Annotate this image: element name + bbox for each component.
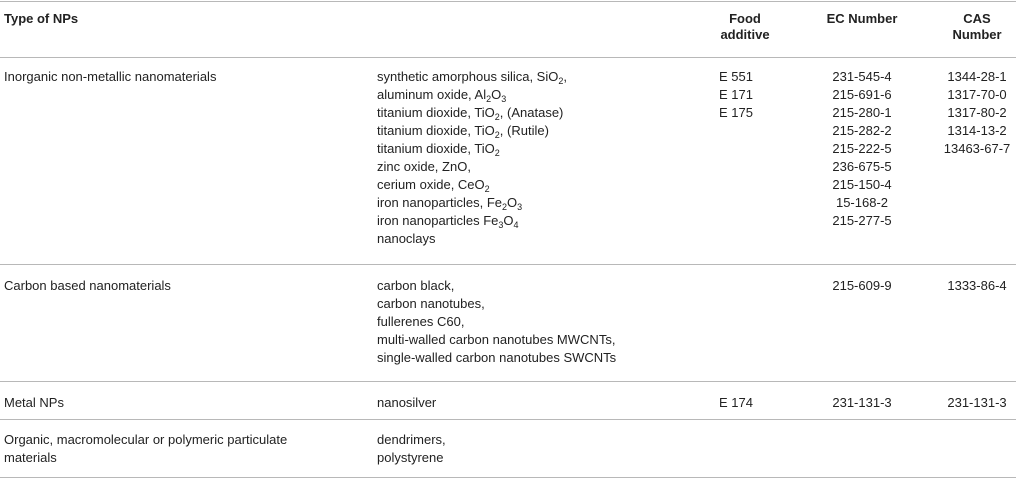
cas-number-entry: 1333-86-4 bbox=[947, 278, 1007, 293]
ec-number-entry: 215-609-9 bbox=[832, 278, 892, 293]
header-ec-number: EC Number bbox=[826, 11, 898, 26]
cas-number-entry: 231-131-3 bbox=[947, 395, 1007, 410]
row-ec-number-list bbox=[812, 68, 912, 230]
item-entry: zinc oxide, ZnO, bbox=[377, 159, 471, 174]
row-type-label: Organic, macromolecular or polymeric particulate materials bbox=[4, 432, 288, 465]
row-cas-number-list bbox=[938, 394, 1016, 412]
row-cas-number-list bbox=[938, 277, 1016, 295]
row-items-list bbox=[377, 68, 567, 248]
item-entry: carbon nanotubes, bbox=[377, 296, 485, 311]
row-food-additive-list bbox=[719, 68, 753, 122]
item-entry: dendrimers, bbox=[377, 432, 446, 447]
ec-number-entry: 236-675-5 bbox=[832, 159, 892, 174]
row-type-label: Inorganic non-metallic nanomaterials bbox=[4, 69, 217, 84]
row-rule bbox=[0, 264, 1016, 265]
item-entry: titanium dioxide, TiO$_2$, (Anatase) bbox=[377, 105, 564, 122]
ec-number-entry: 215-280-1 bbox=[832, 105, 892, 120]
header-type-of-nps: Type of NPs bbox=[4, 11, 79, 26]
row-food-additive-list bbox=[719, 394, 753, 412]
row-type-label: Metal NPs bbox=[4, 395, 64, 410]
ec-number-entry: 215-150-4 bbox=[832, 177, 892, 192]
ec-number-entry: 231-545-4 bbox=[832, 69, 892, 84]
row-items-list bbox=[377, 394, 436, 412]
food-additive-entry: E 171 bbox=[719, 87, 753, 102]
table-bottom-rule bbox=[0, 477, 1016, 478]
ec-number-entry: 215-277-5 bbox=[832, 213, 892, 228]
header-rule bbox=[0, 57, 1016, 58]
row-items-list bbox=[377, 431, 446, 467]
item-entry: aluminum oxide, $Al_2O_3$ bbox=[377, 87, 507, 104]
ec-number-entry: 215-222-5 bbox=[832, 141, 892, 156]
row-rule bbox=[0, 419, 1016, 420]
ec-number-entry: 15-168-2 bbox=[835, 195, 889, 210]
item-entry: cerium oxide, CeO$_2$ bbox=[377, 177, 490, 194]
food-additive-entry: E 551 bbox=[719, 69, 753, 84]
cas-number-entry: 1317-70-0 bbox=[947, 87, 1007, 102]
row-items-list bbox=[377, 277, 616, 367]
row-ec-number-list bbox=[812, 394, 912, 412]
item-entry: synthetic amorphous silica, SiO$_2$, bbox=[377, 69, 567, 86]
item-entry: fullerenes C60, bbox=[377, 314, 465, 329]
cas-number-entry: 1317-80-2 bbox=[947, 105, 1007, 120]
header-food-additive: Food additive bbox=[720, 11, 770, 42]
item-entry: iron nanoparticles, $Fe_2O_3$ bbox=[377, 195, 523, 212]
ec-number-entry: 215-691-6 bbox=[832, 87, 892, 102]
ec-number-entry: 231-131-3 bbox=[832, 395, 892, 410]
item-entry: titanium dioxide, TiO$_2$, (Rutile) bbox=[377, 123, 549, 140]
food-additive-entry: E 174 bbox=[719, 395, 753, 410]
header-cas-number: CAS Number bbox=[952, 11, 1002, 42]
table-top-rule bbox=[0, 1, 1016, 2]
item-entry: nanoclays bbox=[377, 231, 436, 246]
cas-number-entry: 1344-28-1 bbox=[947, 69, 1007, 84]
cas-number-entry: 13463-67-7 bbox=[943, 141, 1011, 156]
row-rule bbox=[0, 381, 1016, 382]
row-ec-number-list bbox=[812, 277, 912, 295]
item-entry: multi-walled carbon nanotubes MWCNTs, bbox=[377, 332, 616, 347]
item-entry: polystyrene bbox=[377, 450, 444, 465]
cas-number-entry: 1314-13-2 bbox=[947, 123, 1007, 138]
row-type-label: Carbon based nanomaterials bbox=[4, 278, 171, 293]
item-entry: titanium dioxide, TiO$_2$ bbox=[377, 141, 500, 158]
food-additive-entry: E 175 bbox=[719, 105, 753, 120]
row-cas-number-list bbox=[938, 68, 1016, 158]
item-entry: carbon black, bbox=[377, 278, 455, 293]
item-entry: nanosilver bbox=[377, 395, 437, 410]
item-entry: iron nanoparticles $Fe_3O_4$ bbox=[377, 213, 519, 230]
item-entry: single-walled carbon nanotubes SWCNTs bbox=[377, 350, 617, 365]
ec-number-entry: 215-282-2 bbox=[832, 123, 892, 138]
